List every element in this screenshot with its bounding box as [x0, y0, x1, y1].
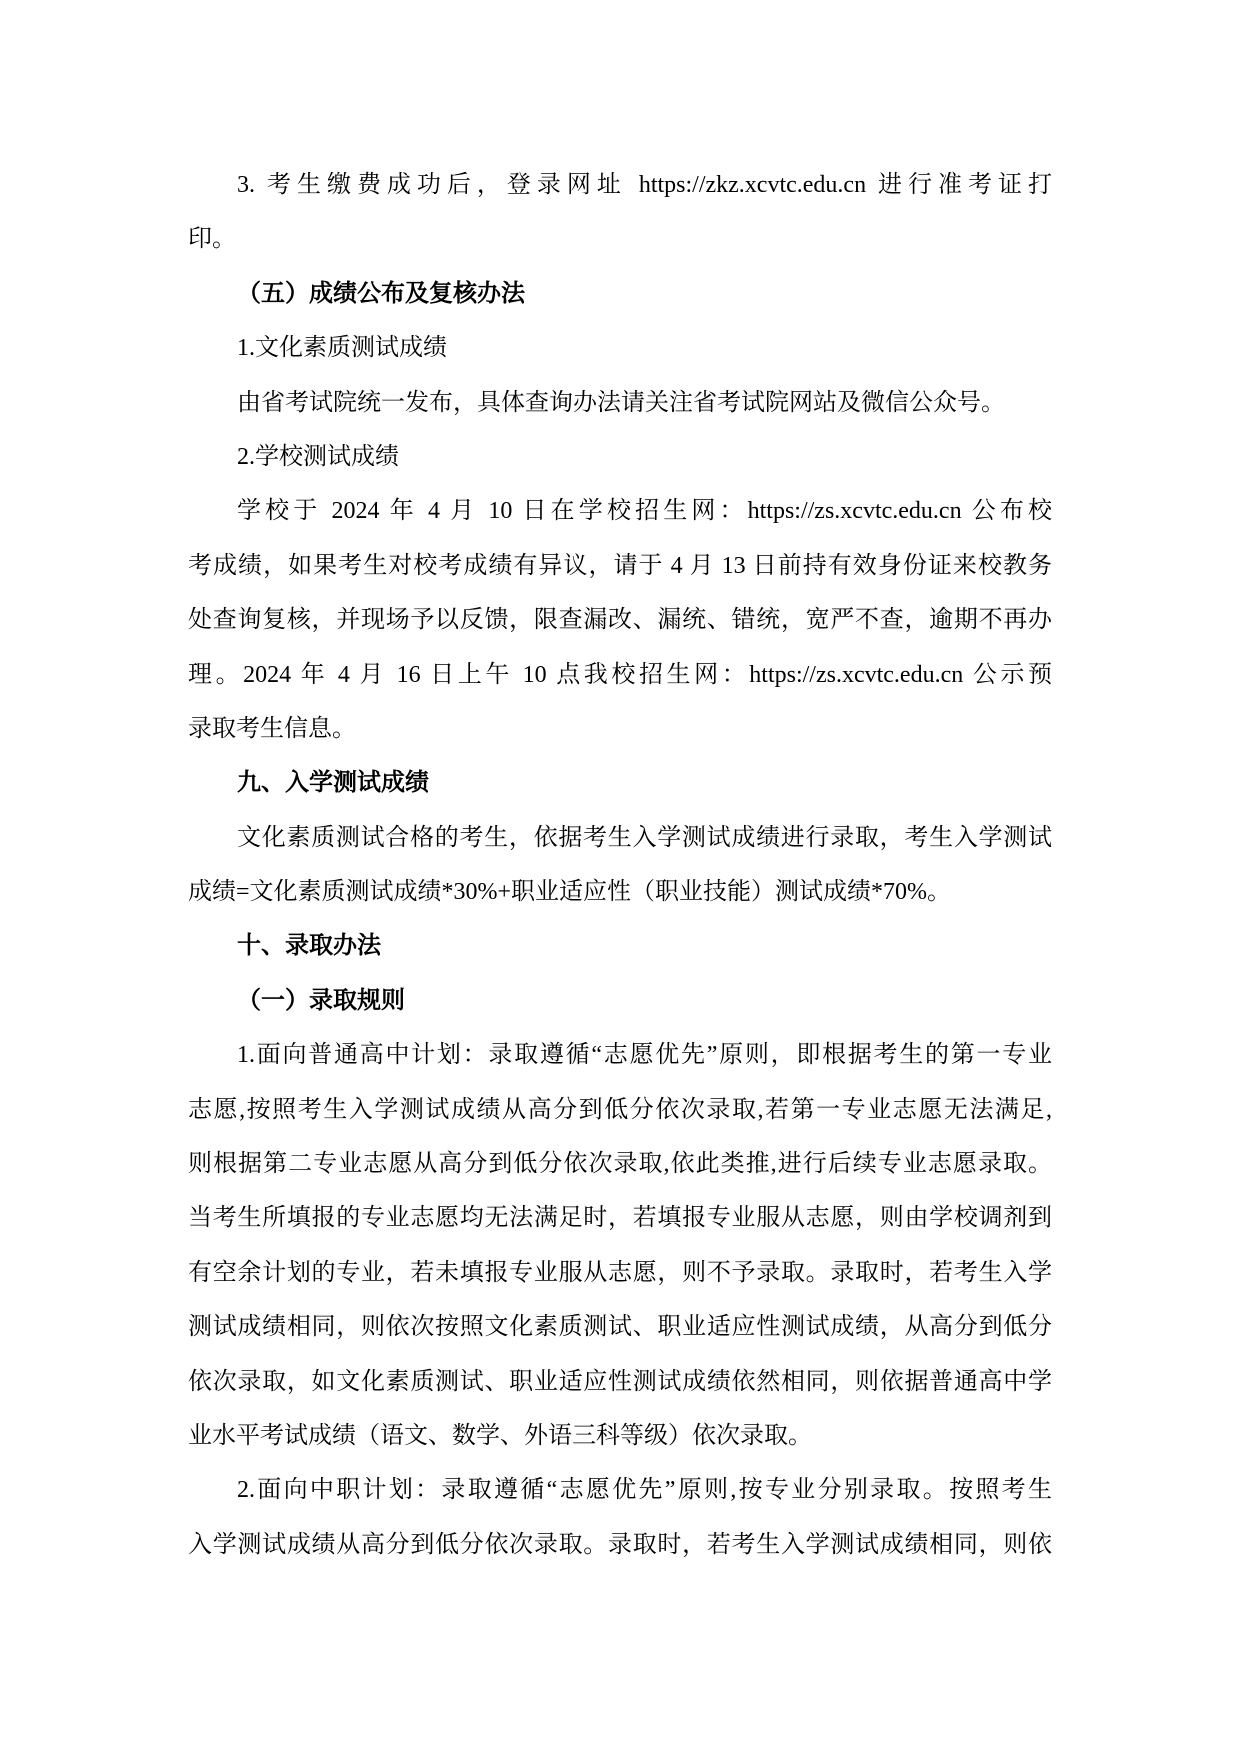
- text-line: 印。: [188, 226, 236, 253]
- text-line: 有空余计划的专业，若未填报专业服从志愿，则不予录取。录取时，若考生入学: [188, 1259, 1052, 1286]
- text-line: 业水平考试成绩（语文、数学、外语三科等级）依次录取。: [188, 1422, 812, 1449]
- text-line: 理。2024 年 4 月 16 日上午 10 点我校招生网：https://zs.xcvtc.edu.cn 公示预: [188, 661, 1052, 688]
- text-line: 录取考生信息。: [188, 715, 356, 742]
- text-line: 则根据第二专业志愿从高分到低分依次录取,依此类推,进行后续专业志愿录取。: [188, 1151, 1052, 1178]
- text-line: 志愿,按照考生入学测试成绩从高分到低分依次录取,若第一专业志愿无法满足,: [188, 1096, 1052, 1123]
- text-line: 文化素质测试合格的考生，依据考生入学测试成绩进行录取，考生入学测试: [237, 824, 1052, 851]
- text-line: 测试成绩相同，则依次按照文化素质测试、职业适应性测试成绩，从高分到低分: [188, 1314, 1052, 1341]
- text-line: 依次录取，如文化素质测试、职业适应性测试成绩依然相同，则依据普通高中学: [188, 1368, 1052, 1395]
- text-line: 1.面向普通高中计划：录取遵循“志愿优先”原则，即根据考生的第一专业: [237, 1042, 1052, 1069]
- text-line: 1.文化素质测试成绩: [237, 335, 447, 362]
- text-line: 3. 考生缴费成功后，登录网址 https://zkz.xcvtc.edu.cn 进行准考证打: [237, 172, 1052, 198]
- text-line: 2.面向中职计划：录取遵循“志愿优先”原则,按专业分别录取。按照考生: [237, 1477, 1052, 1504]
- text-line: 2.学校测试成绩: [237, 443, 399, 470]
- text-line: 成绩=文化素质测试成绩*30%+职业适应性（职业技能）测试成绩*70%。: [188, 879, 952, 906]
- heading-line: 十、录取办法: [237, 933, 381, 960]
- heading-line: 九、入学测试成绩: [237, 770, 429, 797]
- heading-line: （一）录取规则: [237, 987, 405, 1014]
- text-line: 学校于 2024 年 4 月 10 日在学校招生网：https://zs.xcvtc.edu.cn 公布校: [237, 498, 1052, 525]
- text-line: 入学测试成绩从高分到低分依次录取。录取时，若考生入学测试成绩相同，则依: [188, 1531, 1052, 1558]
- heading-line: （五）成绩公布及复核办法: [237, 280, 525, 307]
- text-line: 考成绩，如果考生对校考成绩有异议，请于 4 月 13 日前持有效身份证来校教务: [188, 552, 1052, 579]
- text-line: 当考生所填报的专业志愿均无法满足时，若填报专业服从志愿，则由学校调剂到: [188, 1205, 1052, 1232]
- document-text: [188, 158, 1052, 1572]
- text-line: 由省考试院统一发布，具体查询办法请关注省考试院网站及微信公众号。: [237, 389, 1005, 416]
- text-line: 处查询复核，并现场予以反馈，限查漏改、漏统、错统，宽严不查，逾期不再办: [188, 607, 1052, 634]
